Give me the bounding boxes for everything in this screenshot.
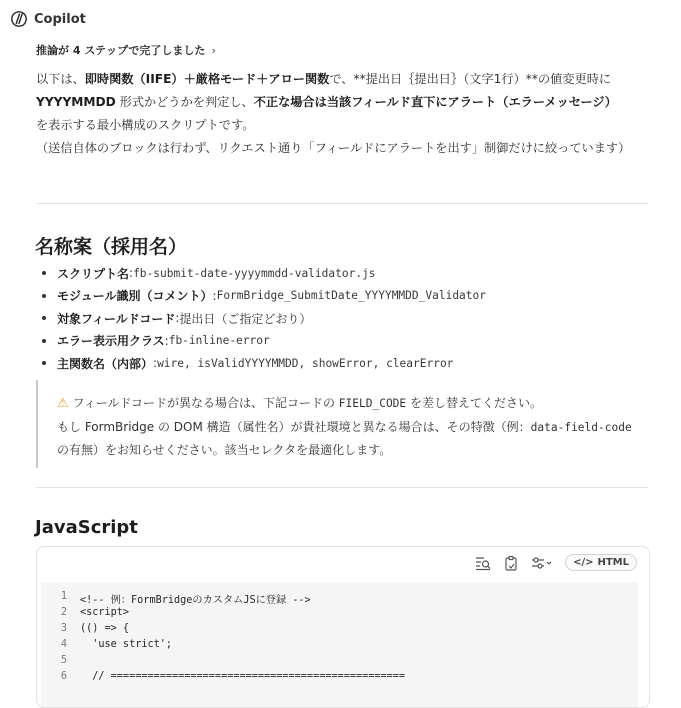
code-line: 5 bbox=[60, 655, 67, 666]
divider bbox=[36, 203, 648, 204]
naming-heading: 名称案（採用名） bbox=[35, 236, 188, 258]
warning-icon: ⚠ bbox=[57, 396, 69, 411]
code-line: 1 <!-- 例：FormBridgeのカスタムJSに登録 --> bbox=[60, 591, 311, 606]
bullet-icon bbox=[42, 316, 46, 320]
copilot-logo-icon bbox=[10, 10, 28, 28]
naming-list bbox=[36, 262, 648, 375]
chevron-right-icon: › bbox=[211, 43, 216, 57]
reasoning-steps-toggle[interactable] bbox=[36, 42, 216, 58]
divider bbox=[36, 487, 648, 488]
list-item: 対象フィールドコード : 提出日（ご指定どおり） bbox=[36, 307, 648, 330]
code-line: 3 (() => { bbox=[60, 623, 130, 634]
code-line: 6 // ================================================ bbox=[60, 671, 406, 682]
bullet-icon bbox=[42, 339, 46, 343]
list-item: スクリプト名 : fb-submit-date-yyyymmdd-validator.js bbox=[36, 262, 648, 285]
code-line: 4 'use strict'; bbox=[60, 639, 173, 650]
warning-callout: ⚠ フィールドコードが異なる場合は、下記コードの FIELD_CODE を差し替えてください。 もし FormBridge の DOM 構造（属性名）が貴社環境と異なる場合は、その特徴（例：data-field-code の有無）をお知らせください。該当セレクタを最適化します。 bbox=[36, 380, 650, 468]
bullet-icon bbox=[42, 361, 46, 365]
list-item: 主関数名（内部） : wire, isValidYYYYMMDD, showError, clearError bbox=[36, 352, 648, 375]
code-section-heading: JavaScript bbox=[35, 517, 138, 538]
app-title: Copilot bbox=[34, 11, 86, 27]
copy-icon[interactable] bbox=[503, 555, 519, 571]
reasoning-steps-label: 推論が 4 ステップで完了しました bbox=[36, 44, 206, 57]
list-item: モジュール識別（コメント） : FormBridge_SubmitDate_YYYYMMDD_Validator bbox=[36, 285, 648, 308]
bullet-icon bbox=[42, 271, 46, 275]
language-label: HTML bbox=[597, 557, 629, 568]
code-brackets-icon: </> bbox=[573, 557, 594, 568]
intro-paragraph: 以下は、即時関数（IIFE）＋厳格モード＋アロー関数で、**提出日｛提出日｝（文字1行）**の値変更時に YYYYMMDD 形式かどうかを判定し、不正な場合は当該フィールド直下にアラート（エラーメッセージ） を表示する最小構成のスクリプトです。 bbox=[36, 72, 617, 132]
language-badge[interactable] bbox=[565, 554, 637, 571]
code-line: 2 <script> bbox=[60, 607, 130, 618]
code-block bbox=[36, 546, 650, 708]
settings-sliders-icon[interactable] bbox=[531, 555, 553, 571]
search-code-icon[interactable] bbox=[475, 555, 491, 571]
bullet-icon bbox=[42, 294, 46, 298]
note-paragraph: （送信自体のブロックは行わず、リクエスト通り「フィールドにアラートを出す」制御だけに絞っています） bbox=[36, 141, 631, 155]
code-area bbox=[41, 582, 638, 707]
code-toolbar bbox=[475, 554, 637, 571]
list-item: エラー表示用クラス : fb-inline-error bbox=[36, 330, 648, 353]
app-header bbox=[10, 10, 86, 28]
